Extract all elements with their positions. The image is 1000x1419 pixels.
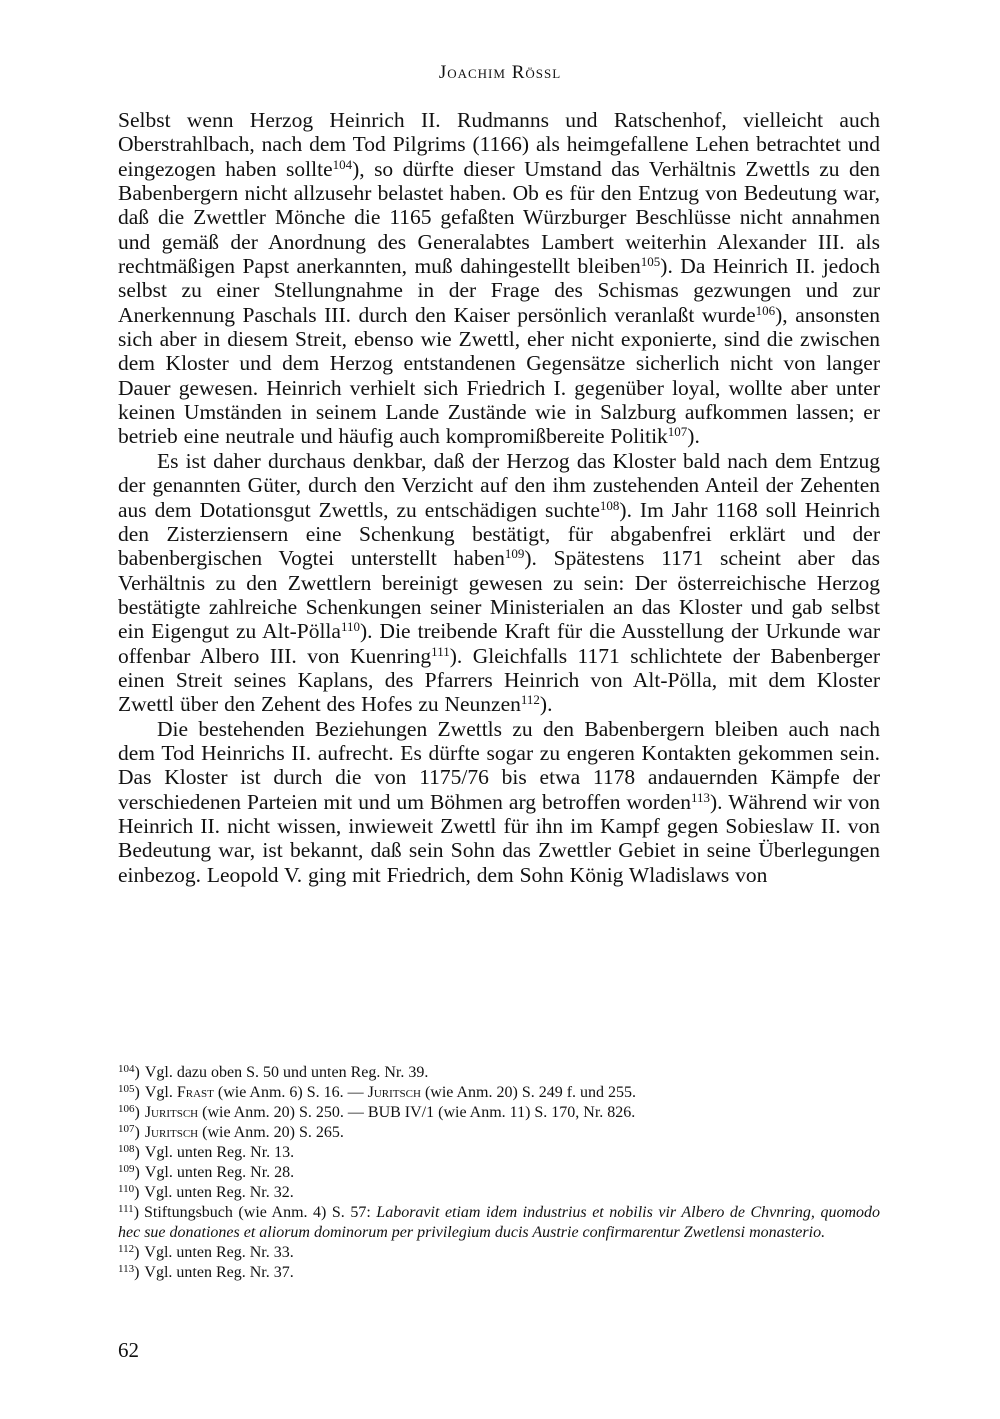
footnote-ref: 110 (340, 619, 360, 635)
text-run: (wie Anm. 20) S. 265. (198, 1124, 344, 1141)
footnote-label: $^{109}$) (118, 1163, 140, 1181)
text-run: (wie Anm. 20) S. 249 f. und 255. (420, 1084, 637, 1101)
footnote-ref: 108 (599, 497, 620, 513)
text-run: ). Gleichfalls 1171 schlichtete der Babenberger einen Streit seines Kaplans, des Pfarrers Heinrich von Alt-Pölla, mit dem Kloster Zwettl über den Zehent des Hofes zu Neunzen (118, 643, 881, 717)
main-text (118, 108, 880, 887)
footnote-ref: 107 (667, 424, 688, 440)
body-paragraph (118, 717, 880, 887)
body-paragraph (118, 449, 880, 717)
author-name: Juritsch (367, 1084, 421, 1101)
text-run: Selbst wenn Herzog Heinrich II. Rudmanns und Ratschenhof, vielleicht auch Oberstrahlbach, nach dem Tod Pilgrims (1166) als heimgefallene Lehen betrachtet und eingezogen haben sollte (118, 108, 880, 181)
text-run: Vgl. unten Reg. Nr. 32. (144, 1184, 294, 1201)
footnote-label: $^{112}$) (118, 1243, 140, 1261)
footnote-number: 110 (118, 1183, 135, 1195)
footnote (118, 1183, 880, 1203)
footnote-ref: 112 (520, 692, 540, 708)
footnote (118, 1143, 880, 1163)
footnote-ref: 109 (504, 546, 525, 562)
footnote (118, 1243, 880, 1263)
footnote (118, 1263, 880, 1283)
text-run: Vgl. unten Reg. Nr. 37. (144, 1264, 294, 1281)
footnote-ref: 113 (690, 789, 711, 805)
text-run: Vgl. (144, 1084, 177, 1101)
footnote (118, 1103, 880, 1123)
footnote-ref: 111 (431, 643, 450, 659)
footnote (118, 1123, 880, 1143)
text-run: ), ansonsten sich aber in diesem Streit, ebenso wie Zwettl, eher nicht exponierte, sind die zwischen dem Kloster und dem Herzog entstandenen Gegensätze sicherlich nicht von langer Dauer gewesen. Heinrich verhielt sich Friedrich I. gegenüber loyal, wollte aber unter keinen Umständen in seinem Lande Zustände wie in Salzburg aufkommen lassen; er betrieb eine neutrale und häufig auch kompromißbereite Politik (118, 302, 880, 449)
author-name: Frast (176, 1084, 214, 1101)
footnote-label: $^{113}$) (118, 1263, 140, 1281)
footnote (118, 1203, 880, 1243)
footnote-number: 104 (118, 1063, 135, 1075)
footnote-ref: 104 (332, 156, 353, 172)
footnote-number: 106 (118, 1103, 135, 1115)
footnote-number: 109 (118, 1163, 135, 1175)
text-run: Vgl. unten Reg. Nr. 33. (144, 1244, 294, 1261)
text-run: Vgl. unten Reg. Nr. 13. (144, 1144, 295, 1161)
footnote-number: 112 (118, 1243, 135, 1255)
footnote-label: $^{108}$) (118, 1143, 140, 1161)
body-paragraph (118, 108, 880, 449)
footnote-ref: 105 (640, 254, 661, 270)
footnote-label: $^{106}$) (118, 1103, 140, 1121)
footnote-number: 108 (118, 1143, 135, 1155)
footnote-number: 113 (118, 1263, 135, 1275)
text-run: ). (539, 692, 553, 717)
text-run: ). Spätestens 1171 scheint aber das Verhältnis zu den Zwettlern bereinigt gewesen zu sein: Der österreichische Herzog bestätigte zahlreiche Schenkungen seiner Ministerialen an das Kloster und gab selbst ein Eigengut zu Alt-Pölla (118, 546, 881, 644)
footnotes (118, 1063, 880, 1283)
footnote-number: 105 (118, 1083, 135, 1095)
footnote-label: $^{107}$) (118, 1123, 140, 1141)
footnote (118, 1163, 880, 1183)
text-run: Die bestehenden Beziehungen Zwettls zu den Babenbergern bleiben auch nach dem Tod Heinrichs II. aufrecht. Es dürfte sogar zu engeren Kontakten gekommen sein. Das Kloster ist durch die von 1175/76 bis etwa 1178 andauernden Kämpfe der verschiedenen Parteien mit und um Böhmen arg betroffen worden (118, 716, 880, 814)
text-run: ). Die treibende Kraft für die Ausstellung der Urkunde war offenbar Albero III. von Kuenring (118, 619, 880, 668)
footnote (118, 1083, 880, 1103)
footnote-label: $^{104}$) (118, 1063, 140, 1081)
footnote-label: $^{111}$) (118, 1203, 140, 1221)
footnote-ref: 106 (755, 302, 776, 318)
text-run: ). Im Jahr 1168 soll Heinrich den Zisterziensern eine Schenkung bestätigt, für abgabenfrei erklärt und der babenbergischen Vogtei unterstellt haben (118, 497, 880, 571)
latin-quote: Laboravit etiam idem industrius et nobilis vir Albero de Chvnring, quomodo hec sue donationes et aliorum dominorum per privilegium ducis Austrie confirmarentur Zwetlensi monasterio. (118, 1204, 880, 1241)
author-name: Juritsch (144, 1124, 199, 1141)
footnote-number: 107 (118, 1123, 135, 1135)
text-run: Vgl. unten Reg. Nr. 28. (144, 1164, 295, 1181)
text-run: ). Da Heinrich II. jedoch selbst zu einer Stellungnahme in der Frage des Schismas gezwungen und zur Anerkennung Paschals III. durch den Kaiser persönlich veranlaßt wurde (118, 254, 881, 327)
text-run: ), so dürfte dieser Umstand das Verhältnis Zwettls zu den Babenbergern nicht allzusehr belastet haben. Ob es für den Entzug von Bedeutung war, daß die Zwettler Mönche die 1165 gefaßten Würzburger Beschlüsse nicht annahmen und gemäß der Anordnung des Generalabtes Lambert weiterhin Alexander III. als rechtmäßigen Papst anerkannten, muß dahingestellt bleiben (118, 156, 880, 279)
running-head: Joachim Rössl (438, 62, 562, 83)
text-run: (wie Anm. 20) S. 250. — BUB IV/1 (wie Anm. 11) S. 170, Nr. 826. (198, 1104, 636, 1121)
footnote-label: $^{110}$) (118, 1183, 140, 1201)
footnote-label: $^{105}$) (118, 1083, 140, 1101)
text-run: ). Während wir von Heinrich II. nicht wissen, inwieweit Zwettl für ihn im Kampf gegen Sobieslaw II. von Bedeutung war, ist bekannt, daß sein Sohn das Zwettler Gebiet in seine Überlegungen einbezog. Leopold V. ging mit Friedrich, dem Sohn König Wladislaws von (118, 789, 880, 887)
text-run: Vgl. dazu oben S. 50 und unten Reg. Nr. 39. (144, 1064, 429, 1081)
footnote-number: 111 (118, 1203, 134, 1215)
text-run: ). (687, 424, 700, 449)
footnote (118, 1063, 880, 1083)
text-run: Stiftungsbuch (wie Anm. 4) S. 57: (144, 1204, 377, 1221)
text-run: Es ist daher durchaus denkbar, daß der Herzog das Kloster bald nach dem Entzug der genannten Güter, durch den Verzicht auf den ihm zustehenden Anteil der Zehenten aus dem Dotationsgut Zwettls, zu entschädigen suchte (118, 448, 880, 522)
page-number: 62 (118, 1338, 139, 1362)
author-name: Juritsch (144, 1104, 199, 1121)
text-run: (wie Anm. 6) S. 16. — (213, 1084, 368, 1101)
